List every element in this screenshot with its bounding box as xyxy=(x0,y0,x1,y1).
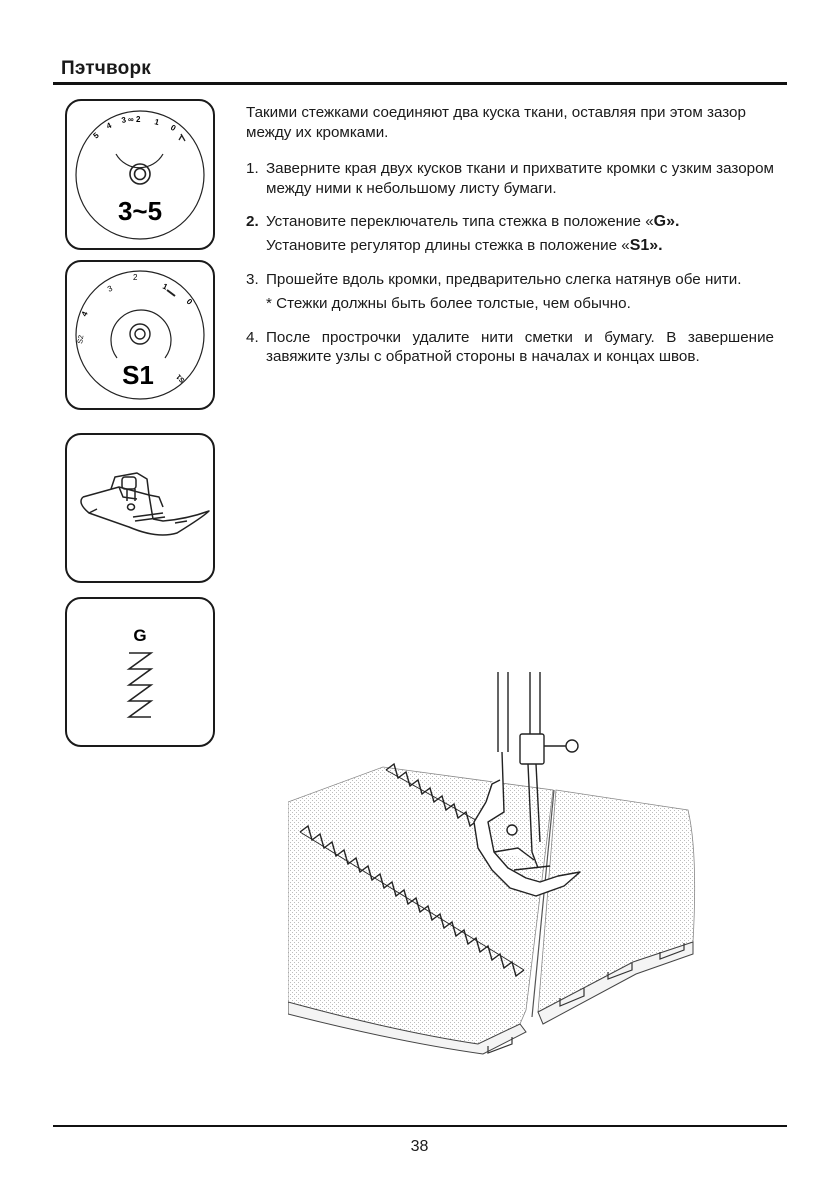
page-number: 38 xyxy=(410,1138,429,1155)
width-scale-2: 2 xyxy=(136,115,141,124)
length-scale-1: 1 xyxy=(161,281,169,292)
length-mark-s2: S2 xyxy=(77,334,86,345)
step-2-line-2 xyxy=(266,236,774,256)
width-scale-1: 1 xyxy=(153,117,161,128)
step-list xyxy=(246,159,774,367)
step-2-line-1 xyxy=(266,212,774,232)
stitch-length-dial-icon xyxy=(67,262,213,408)
step-2-number: 2. xyxy=(246,213,259,231)
sewing-machine-patchwork-illustration xyxy=(288,672,768,1072)
stitch-length-setting: S1» xyxy=(629,236,659,254)
step-4 xyxy=(246,328,774,367)
step-2-line-1-period: . xyxy=(675,213,680,231)
step-3-number: 3. xyxy=(246,270,259,288)
patchwork-sewing-illustration xyxy=(288,672,768,1077)
stitch-pattern-letter: G xyxy=(133,626,147,645)
footer-rule xyxy=(53,1125,787,1127)
width-scale-0: 0 xyxy=(169,122,178,133)
length-scale-4: 4 xyxy=(79,310,90,318)
length-scale-2: 2 xyxy=(133,273,138,282)
length-scale-3: 3 xyxy=(106,283,114,294)
length-mark-s1: S1 xyxy=(175,372,187,384)
instruction-text xyxy=(246,103,774,381)
step-4-number: 4. xyxy=(246,328,259,346)
presser-foot-panel xyxy=(65,433,215,583)
step-3-note: * Стежки должны быть более толстые, чем обычно. xyxy=(266,295,631,313)
step-2-line-1-text: Установите переключатель типа стежка в положение « xyxy=(266,213,654,231)
intro-paragraph: Такими стежками соединяют два куска ткани, оставляя при этом зазор между их кромками. xyxy=(246,104,746,141)
stitch-length-dial-panel xyxy=(65,260,215,410)
patchwork-stitch-icon xyxy=(67,599,213,745)
length-scale-0: 0 xyxy=(184,297,195,307)
step-1 xyxy=(246,159,774,198)
step-2-line-2-period: . xyxy=(658,236,663,254)
stitch-pattern-panel xyxy=(65,597,215,747)
step-3-text: Прошейте вдоль кромки, предварительно слегка натянув обе нити. xyxy=(266,270,742,288)
step-2-line-2-text: Установите регулятор длины стежка в положение « xyxy=(266,236,630,254)
step-2 xyxy=(246,212,774,255)
width-scale-5: 5 xyxy=(91,130,101,141)
stitch-width-dial-icon xyxy=(67,101,213,248)
page-title: Пэтчворк xyxy=(61,58,151,79)
width-scale-4: 4 xyxy=(105,120,113,131)
title-rule xyxy=(53,82,787,85)
width-dial-value: 3~5 xyxy=(117,196,163,226)
step-4-text: После прострочки удалите нити сметки и бумагу. В завершение завяжите узлы с обратной стороны в началах и концах швов. xyxy=(266,328,774,366)
zigzag-presser-foot-icon xyxy=(67,435,213,581)
step-1-number: 1. xyxy=(246,160,259,178)
step-1-text: Заверните края двух кусков ткани и прихватите кромки с узким зазором между ними к небольшому листу бумаги. xyxy=(266,160,774,197)
width-zigzag-mark: ∞ xyxy=(128,115,134,124)
length-dial-value: S1 xyxy=(122,360,154,390)
step-3 xyxy=(246,270,774,314)
width-scale-3: 3 xyxy=(120,115,127,125)
stitch-width-dial-panel xyxy=(65,99,215,250)
stitch-type-setting: G» xyxy=(653,213,675,231)
